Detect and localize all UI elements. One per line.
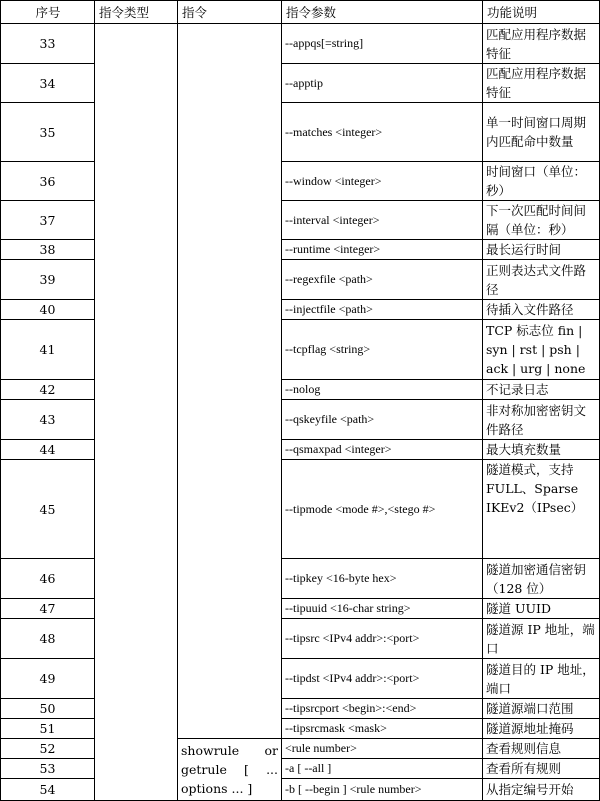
row-number: 44 bbox=[1, 440, 95, 460]
row-param: -b [ --begin ] <rule number> bbox=[282, 779, 483, 801]
row-number: 40 bbox=[1, 300, 95, 320]
command-options: options ... ] bbox=[181, 781, 253, 796]
row-desc: 隧道 UUID bbox=[483, 599, 600, 619]
row-param: --tipsrc <IPv4 addr>:<port> bbox=[282, 619, 483, 659]
table-row bbox=[1, 380, 600, 400]
row-number: 42 bbox=[1, 380, 95, 400]
table-row bbox=[1, 559, 600, 599]
row-param: --appqs[=string] bbox=[282, 24, 483, 64]
row-param: --tipuuid <16-char string> bbox=[282, 599, 483, 619]
row-desc: 时间窗口（单位：秒） bbox=[483, 162, 600, 201]
row-param: --matches <integer> bbox=[282, 103, 483, 162]
table-row bbox=[1, 659, 600, 699]
command-cell-empty bbox=[178, 24, 282, 739]
table-row bbox=[1, 719, 600, 739]
row-param: --runtime <integer> bbox=[282, 240, 483, 260]
row-param: --nolog bbox=[282, 380, 483, 400]
row-desc: 单一时间窗口周期内匹配命中数量 bbox=[483, 103, 600, 162]
row-number: 46 bbox=[1, 559, 95, 599]
row-desc: 下一次匹配时间间隔（单位：秒） bbox=[483, 201, 600, 240]
row-desc: 正则表达式文件路径 bbox=[483, 260, 600, 300]
header-parameter: 指令参数 bbox=[282, 1, 483, 24]
row-param: --apptip bbox=[282, 64, 483, 103]
table-row bbox=[1, 699, 600, 719]
table-row bbox=[1, 64, 600, 103]
row-desc: 匹配应用程序数据特征 bbox=[483, 64, 600, 103]
row-number: 50 bbox=[1, 699, 95, 719]
row-number: 52 bbox=[1, 739, 95, 759]
row-number: 39 bbox=[1, 260, 95, 300]
command-line-2 bbox=[181, 760, 278, 779]
row-desc: TCP 标志位 fin | syn | rst | psh | ack | urg | none bbox=[483, 320, 600, 380]
row-desc: 隧道源 IP 地址，端口 bbox=[483, 619, 600, 659]
row-number: 43 bbox=[1, 400, 95, 440]
header-description: 功能说明 bbox=[483, 1, 600, 24]
command-or: or bbox=[264, 743, 278, 758]
table-row bbox=[1, 460, 600, 559]
command-getrule: getrule bbox=[181, 762, 227, 777]
row-number: 45 bbox=[1, 460, 95, 559]
row-desc: 隧道加密通信密钥（128 位） bbox=[483, 559, 600, 599]
row-number: 47 bbox=[1, 599, 95, 619]
row-number: 37 bbox=[1, 201, 95, 240]
table-row bbox=[1, 320, 600, 380]
row-number: 49 bbox=[1, 659, 95, 699]
row-number: 35 bbox=[1, 103, 95, 162]
row-param: --tcpflag <string> bbox=[282, 320, 483, 380]
row-desc: 不记录日志 bbox=[483, 380, 600, 400]
table-row bbox=[1, 300, 600, 320]
row-param: --injectfile <path> bbox=[282, 300, 483, 320]
row-param: --tipsrcmask <mask> bbox=[282, 719, 483, 739]
table-row bbox=[1, 400, 600, 440]
row-param: --window <integer> bbox=[282, 162, 483, 201]
header-row bbox=[1, 1, 600, 24]
table-row bbox=[1, 201, 600, 240]
row-number: 54 bbox=[1, 779, 95, 801]
row-number: 36 bbox=[1, 162, 95, 201]
row-number: 48 bbox=[1, 619, 95, 659]
row-desc: 查看规则信息 bbox=[483, 739, 600, 759]
row-desc: 隧道目的 IP 地址，端口 bbox=[483, 659, 600, 699]
row-desc: 从指定编号开始 bbox=[483, 779, 600, 801]
row-number: 34 bbox=[1, 64, 95, 103]
row-param: --tipdst <IPv4 addr>:<port> bbox=[282, 659, 483, 699]
header-command: 指令 bbox=[178, 1, 282, 24]
command-showrule: showrule bbox=[181, 743, 240, 758]
row-desc: 最大填充数量 bbox=[483, 440, 600, 460]
row-param: --regexfile <path> bbox=[282, 260, 483, 300]
table-row bbox=[1, 240, 600, 260]
command-type-cell bbox=[95, 24, 178, 801]
row-desc: 最长运行时间 bbox=[483, 240, 600, 260]
table-row bbox=[1, 162, 600, 201]
row-desc: 隧道模式，支持 FULL、Sparse IKEv2（IPsec） bbox=[483, 460, 600, 559]
row-param: --qskeyfile <path> bbox=[282, 400, 483, 440]
table-row bbox=[1, 440, 600, 460]
row-desc: 隧道源端口范围 bbox=[483, 699, 600, 719]
row-param: --tipsrcport <begin>:<end> bbox=[282, 699, 483, 719]
table-row bbox=[1, 739, 600, 759]
row-param: --tipkey <16-byte hex> bbox=[282, 559, 483, 599]
row-number: 51 bbox=[1, 719, 95, 739]
row-number: 38 bbox=[1, 240, 95, 260]
row-param: --tipmode <mode #>,<stego #> bbox=[282, 460, 483, 559]
row-desc: 匹配应用程序数据特征 bbox=[483, 24, 600, 64]
row-desc: 隧道源地址掩码 bbox=[483, 719, 600, 739]
row-number: 53 bbox=[1, 759, 95, 779]
row-param: --interval <integer> bbox=[282, 201, 483, 240]
row-desc: 查看所有规则 bbox=[483, 759, 600, 779]
row-param: -a [ --all ] bbox=[282, 759, 483, 779]
row-number: 33 bbox=[1, 24, 95, 64]
command-ellipsis: ... bbox=[266, 762, 278, 777]
header-command-type: 指令类型 bbox=[95, 1, 178, 24]
table-row bbox=[1, 103, 600, 162]
table-row bbox=[1, 599, 600, 619]
command-line-3 bbox=[181, 779, 278, 798]
table-row bbox=[1, 619, 600, 659]
row-desc: 待插入文件路径 bbox=[483, 300, 600, 320]
row-param: --qsmaxpad <integer> bbox=[282, 440, 483, 460]
command-line-1 bbox=[181, 741, 278, 760]
row-number: 41 bbox=[1, 320, 95, 380]
header-no: 序号 bbox=[1, 1, 95, 24]
table-row bbox=[1, 759, 600, 779]
table-row bbox=[1, 24, 600, 64]
command-bracket: [ bbox=[244, 762, 249, 777]
table-row bbox=[1, 260, 600, 300]
row-param: <rule number> bbox=[282, 739, 483, 759]
row-desc: 非对称加密密钥文件路径 bbox=[483, 400, 600, 440]
command-cell bbox=[178, 739, 282, 801]
table-row bbox=[1, 779, 600, 801]
